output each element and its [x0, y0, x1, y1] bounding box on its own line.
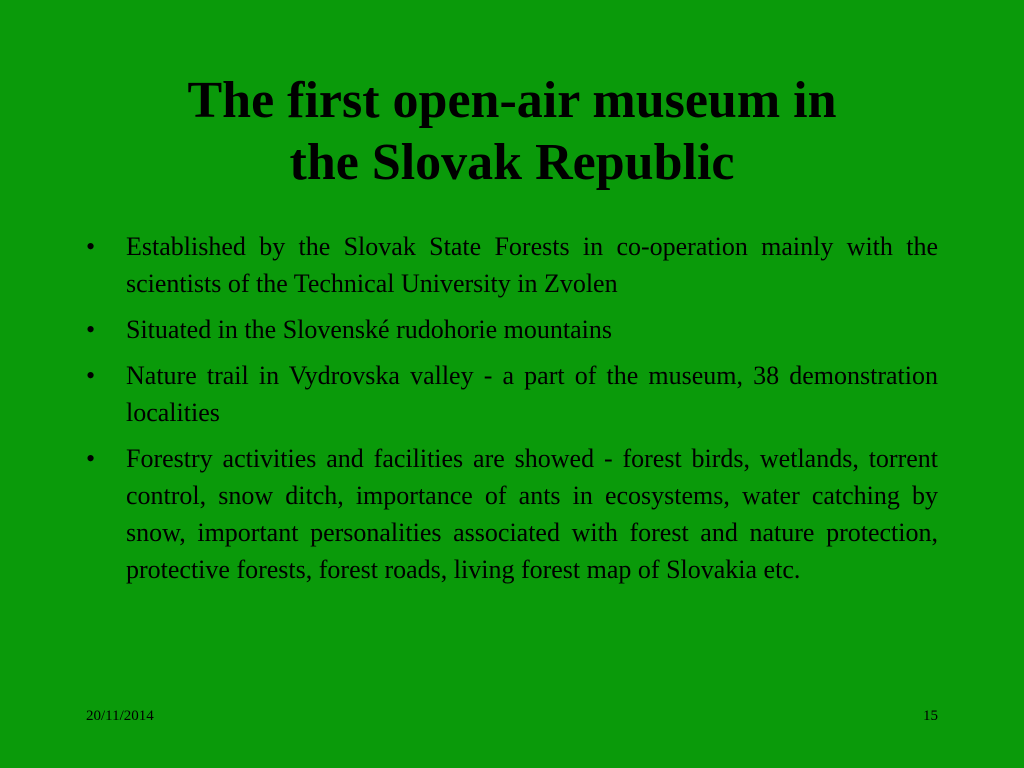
- bullet-icon: •: [86, 361, 96, 390]
- bullet-text: Forestry activities and facilities are showed - forest birds, wetlands, torrent control, snow ditch, importance of ants in ecosystems, water catching by snow, important personalities associated with forest and nature protection, protective forests, forest roads, living forest map of Slovakia etc.: [126, 444, 938, 584]
- footer-date: 20/11/2014: [86, 708, 154, 724]
- bullet-list: [86, 228, 938, 597]
- title-line-2: the Slovak Republic: [289, 134, 735, 191]
- bullet-item-established: [86, 228, 938, 302]
- bullet-text: Established by the Slovak State Forests in co-operation mainly with the scientists of the Technical University in Zvolen: [126, 232, 938, 298]
- bullet-icon: •: [86, 444, 96, 473]
- bullet-text: Nature trail in Vydrovska valley - a part of the museum, 38 demonstration localities: [126, 361, 938, 427]
- bullet-item-situated: [86, 311, 938, 348]
- bullet-icon: •: [86, 232, 96, 261]
- title-line-1: The first open-air museum in: [187, 72, 837, 129]
- bullet-icon: •: [86, 315, 96, 344]
- slide-title: [60, 70, 964, 194]
- bullet-text: Situated in the Slovenské rudohorie mountains: [126, 315, 612, 344]
- page-number: 15: [923, 708, 938, 724]
- bullet-item-forestry-activities: [86, 440, 938, 588]
- bullet-item-nature-trail: [86, 357, 938, 431]
